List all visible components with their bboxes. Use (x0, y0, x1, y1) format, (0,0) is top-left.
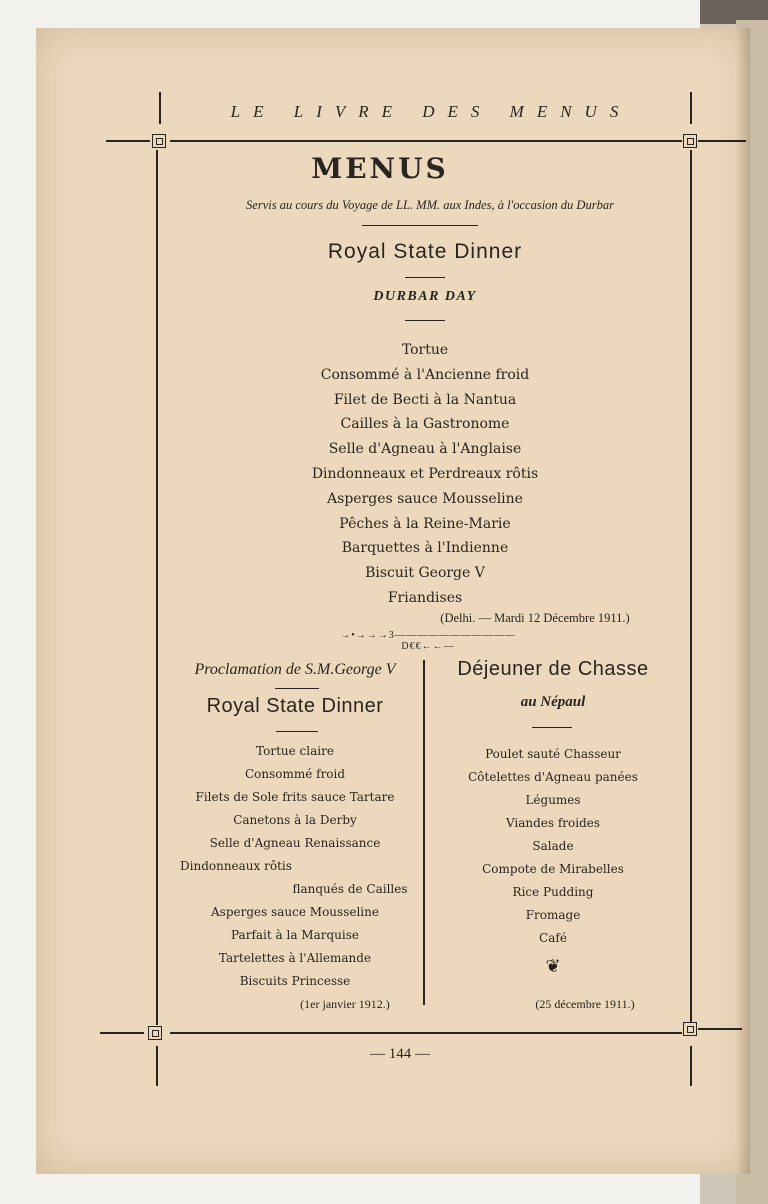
list-item: Dindonneaux rôtis (180, 859, 292, 873)
rule-under-dinner1-subheading (405, 320, 445, 321)
list-item: Selle d'Agneau à l'Anglaise (328, 441, 522, 458)
list-item: Pêches à la Reine-Marie (339, 515, 511, 532)
frame-right-border (690, 150, 692, 1025)
list-item: Barquettes à l'Indienne (341, 540, 509, 557)
list-item: Fromage (525, 908, 581, 922)
frame-bottom-right-stub (698, 1028, 742, 1030)
corner-ornament-bottom-left (148, 1026, 162, 1040)
list-item: Viandes froides (505, 816, 601, 830)
dinner2-occasion: Proclamation de S.M.George V (194, 661, 396, 678)
list-item: Rice Pudding (512, 885, 594, 899)
list-item: Tortue claire (256, 744, 334, 758)
rule-under-dejeuner-subheading (532, 727, 572, 728)
list-item: Canetons à la Derby (233, 813, 357, 827)
dinner2-menu-list (160, 740, 430, 993)
list-item: Consommé froid (244, 767, 346, 781)
corner-ornament-bottom-right (683, 1022, 697, 1036)
list-item: Dindonneaux et Perdreaux rôtis (311, 465, 539, 482)
list-item: Friandises (387, 589, 463, 606)
list-item: Filet de Becti à la Nantua (333, 391, 517, 408)
fleuron-ornament-icon: ❦ (545, 956, 561, 976)
frame-left-border (156, 150, 158, 1025)
dinner1-subheading: DURBAR DAY (373, 289, 477, 304)
list-item: Cailles à la Gastronome (340, 416, 510, 433)
dejeuner-heading: Déjeuner de Chasse (457, 658, 649, 680)
dejeuner-subheading: au Népaul (520, 694, 586, 710)
corner-ornament-top-left (152, 134, 166, 148)
frame-bottom-rule (170, 1032, 682, 1034)
frame-left-top-tick (159, 92, 161, 124)
list-item: Biscuit George V (365, 565, 485, 582)
list-item: Selle d'Agneau Renaissance (209, 836, 381, 850)
frame-top-right-stub (698, 140, 746, 142)
dejeuner-date-note: (25 décembre 1911.) (535, 997, 635, 1011)
dejeuner-menu-list (430, 743, 676, 950)
rule-under-dinner2-heading (276, 731, 318, 732)
list-item: Asperges sauce Mousseline (211, 905, 379, 919)
frame-right-top-tick (690, 92, 692, 124)
menus-subtitle: Servis au cours du Voyage de LL. MM. aux Indes, à l'occasion du Durbar (246, 198, 614, 212)
list-item: Salade (532, 839, 574, 853)
list-item: Tortue (401, 342, 449, 358)
list-item: Consommé à l'Ancienne froid (320, 366, 530, 383)
page-number: — 144 — (370, 1046, 430, 1062)
list-item: Tartelettes à l'Allemande (218, 951, 372, 965)
dinner2-heading: Royal State Dinner (206, 695, 384, 717)
dinner1-menu-list (230, 338, 620, 611)
dinner1-date-note: (Delhi. — Mardi 12 Décembre 1911.) (440, 611, 630, 625)
list-item: Parfait à la Marquise (231, 928, 359, 942)
frame-top-left-stub (106, 140, 150, 142)
list-item: Biscuits Princesse (239, 974, 351, 988)
dinner2-date-note: (1er janvier 1912.) (300, 997, 390, 1011)
list-item: Compote de Mirabelles (482, 862, 624, 876)
rule-under-dinner1-heading (405, 277, 445, 278)
list-item: Côtelettes d'Agneau panées (468, 770, 638, 784)
corner-ornament-top-right (683, 134, 697, 148)
list-item: flanqués de Cailles (292, 882, 408, 896)
frame-left-bottom-tick (156, 1046, 158, 1086)
section-separator: →•→→→3———————————D€€←←— (340, 630, 516, 652)
rule-under-subtitle (362, 225, 478, 226)
list-item: Poulet sauté Chasseur (485, 747, 621, 761)
menus-title: MENUS (311, 152, 449, 185)
rule-under-occasion (275, 688, 319, 689)
frame-bottom-left-stub (100, 1032, 144, 1034)
list-item: Légumes (525, 793, 581, 807)
list-item: Asperges sauce Mousseline (327, 490, 523, 507)
running-head: LE LIVRE DES MENUS (230, 102, 632, 121)
frame-top-rule (170, 140, 682, 142)
list-item: Filets de Sole frits sauce Tartare (195, 790, 395, 804)
frame-right-bottom-tick (690, 1046, 692, 1086)
list-item: Café (539, 931, 567, 945)
dinner1-heading: Royal State Dinner (327, 240, 523, 263)
